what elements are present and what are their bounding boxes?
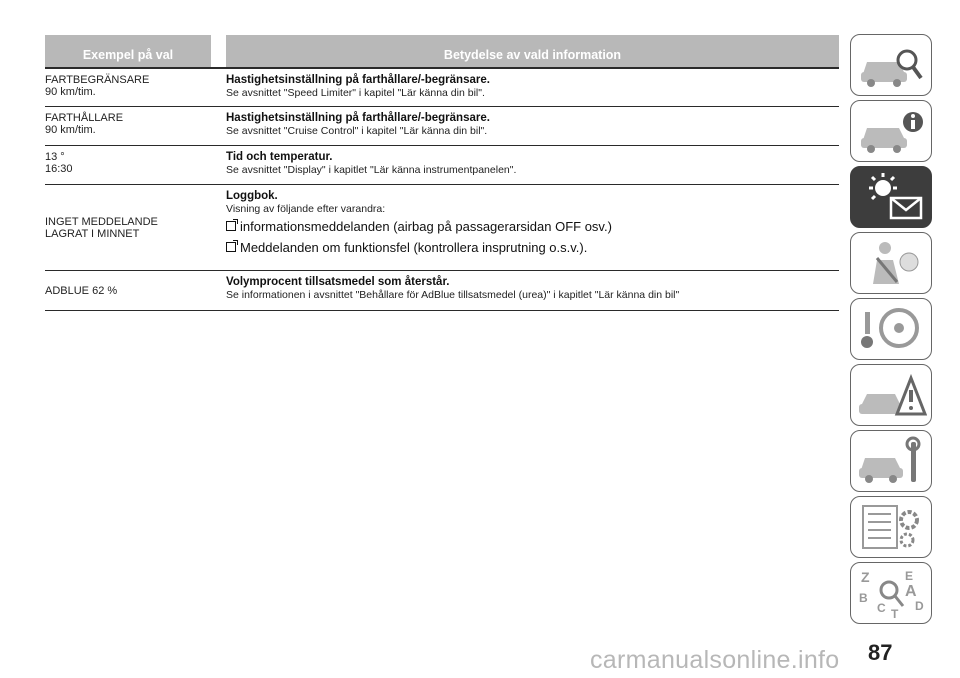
- row-meaning: Hastighetsinställning på farthållare/-begränsare. Se avsnittet "Cruise Control" i kapitel "Lär känna din bil".: [226, 112, 490, 137]
- bullet-box-icon: [226, 242, 236, 252]
- car-wrench-icon: [855, 434, 927, 488]
- row-example: INGET MEDDELANDE LAGRAT I MINNET: [45, 215, 158, 240]
- seatbelt-airbag-icon: [855, 236, 927, 290]
- list-item: informationsmeddelanden (airbag på passagerarsidan OFF osv.): [226, 218, 839, 236]
- table-row: [45, 69, 839, 107]
- svg-text:A: A: [905, 583, 917, 600]
- table-row: [45, 271, 839, 311]
- key-steering-wheel-icon: [855, 302, 927, 356]
- page-number: 87: [868, 640, 893, 665]
- tab-warning-lights-messages[interactable]: [850, 166, 932, 228]
- header-meaning: Betydelse av vald information: [226, 35, 839, 67]
- tab-starting-driving[interactable]: [850, 298, 932, 360]
- row-meaning: Tid och temperatur. Se avsnittet "Display" i kapitlet "Lär känna instrumentpanelen".: [226, 151, 517, 176]
- header-example: Exempel på val: [45, 35, 211, 67]
- row-example: FARTHÅLLARE 90 km/tim.: [45, 112, 124, 136]
- row-example: FARTBEGRÄNSARE 90 km/tim.: [45, 74, 150, 98]
- alphabet-index-search-icon: [855, 566, 927, 620]
- warning-light-message-icon: [855, 170, 927, 224]
- tab-technical-data[interactable]: [850, 496, 932, 558]
- car-search-icon: [855, 38, 927, 92]
- table-row: [45, 146, 839, 185]
- watermark: carmanualsonline.info: [590, 646, 840, 674]
- row-example: 13 ° 16:30: [45, 151, 73, 175]
- svg-text:Z: Z: [861, 569, 870, 585]
- row-meaning: Hastighetsinställning på farthållare/-begränsare. Se avsnittet "Speed Limiter" i kapitel "Lär känna din bil".: [226, 74, 490, 99]
- svg-text:B: B: [859, 591, 868, 605]
- table-row: [45, 107, 839, 146]
- car-warning-triangle-icon: [855, 368, 927, 422]
- specs-gear-icon: [855, 500, 927, 554]
- list-item: Meddelanden om funktionsfel (kontrollera insprutning o.s.v.).: [226, 239, 839, 257]
- row-meaning: Volymprocent tillsatsmedel som återstår. Se informationen i avsnittet "Behållare för AdBlue tillsatsmedel (urea)" i kapitlet "Lär känna din bil": [226, 276, 680, 301]
- svg-text:E: E: [905, 569, 914, 583]
- tab-index[interactable]: [850, 562, 932, 624]
- tab-emergency[interactable]: [850, 364, 932, 426]
- tab-servicing[interactable]: [850, 430, 932, 492]
- bullet-box-icon: [226, 221, 236, 231]
- row-example: ADBLUE 62 %: [45, 284, 118, 297]
- svg-text:C: C: [877, 601, 886, 615]
- chapter-tabs: [850, 34, 932, 628]
- tab-car-info[interactable]: [850, 100, 932, 162]
- info-table: [45, 35, 839, 311]
- tab-car-search[interactable]: [850, 34, 932, 96]
- row-meaning: Loggbok. Visning av följande efter varandra: informationsmeddelanden (airbag på passagerarsidan OFF osv.) Meddelanden om funktionsfel (kontrollera insprutning o.s.v.).: [226, 185, 839, 270]
- car-info-icon: [855, 104, 927, 158]
- table-header: [45, 35, 839, 67]
- svg-text:D: D: [915, 599, 924, 613]
- tab-safety[interactable]: [850, 232, 932, 294]
- table-row: [45, 185, 839, 271]
- svg-text:T: T: [891, 607, 899, 620]
